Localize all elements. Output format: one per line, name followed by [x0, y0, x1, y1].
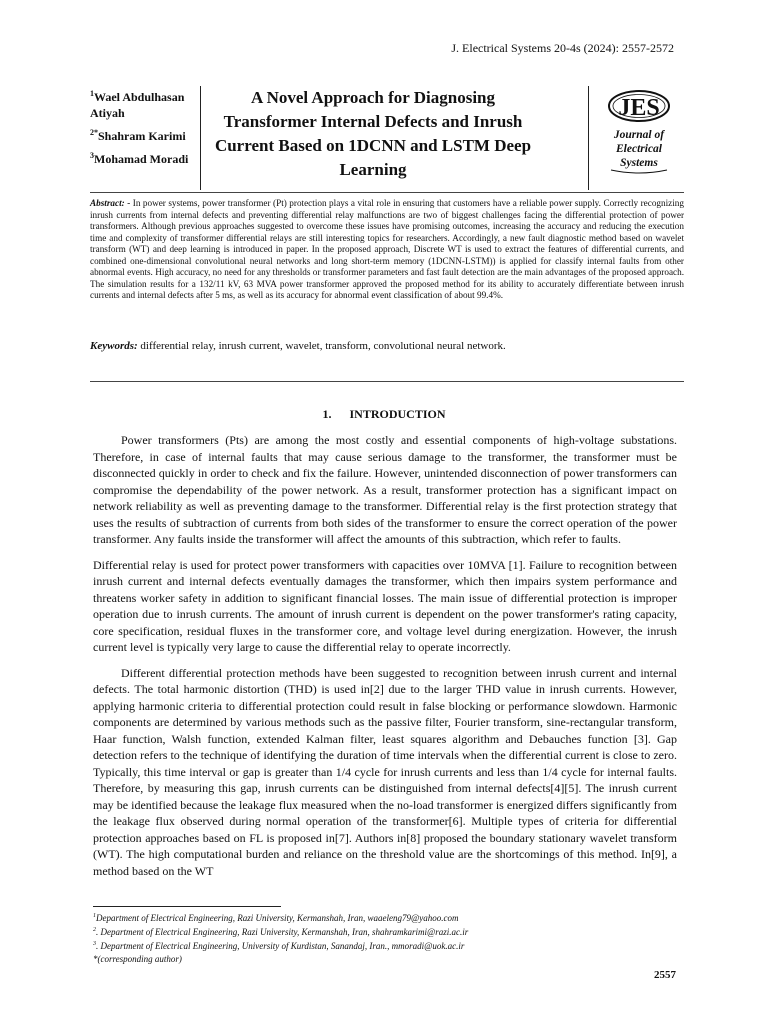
abstract-label: Abstract: -: [90, 198, 131, 208]
body-text: [93, 432, 677, 888]
abstract-divider: [90, 381, 684, 382]
paragraph-2: Differential relay is used for protect power transformers with capacities over 10MVA [1]. Failure to recognition between inrush current and internal defects eventually damages the transformer, which then impairs system performance and threatens worker safety in addition to significant financial losses. The main issue of differential protection is improper operation due to inrush currents. The amount of inrush current is dependent on the power transformer's rating capacity, core specification, residual fluxes in the transformer core, and voltage level during energization. However, the inrush current level is typically very large to cause the differential relay to operate incorrectly.: [93, 557, 677, 654]
journal-logo: [588, 86, 685, 190]
footnote-2-text: . Department of Electrical Engineering, Razi University, Kermanshah, Iran, shahramkarimi@razi.ac.ir: [96, 927, 469, 938]
author-1-name: Wael Abdulhasan Atiyah: [90, 90, 185, 120]
footnotes: [93, 910, 677, 965]
section-title: INTRODUCTION: [349, 407, 446, 421]
footnote-1: [93, 910, 677, 924]
keywords: [90, 340, 684, 352]
paper-title: A Novel Approach for Diagnosing Transformer Internal Defects and Inrush Current Based on 1DCNN and LSTM Deep Learning: [214, 88, 532, 179]
footnote-3: [93, 938, 677, 952]
author-list: [90, 86, 201, 190]
footnote-3-mark: 3: [93, 941, 96, 948]
logo-line-2: Electrical: [616, 143, 662, 155]
footnote-2: [93, 924, 677, 938]
author-2-affil: 2*: [90, 128, 98, 137]
author-1-affil: 1: [90, 89, 94, 98]
author-1: [90, 86, 200, 121]
footnote-4: [93, 953, 677, 965]
keywords-text: differential relay, inrush current, wavelet, transform, convolutional neural network.: [140, 340, 506, 352]
author-3: [90, 148, 200, 167]
footnote-3-text: . Department of Electrical Engineering, University of Kurdistan, Sanandaj, Iran., mmoradi@uok.ac.ir: [96, 941, 465, 952]
footnote-4-text: *(corresponding author): [93, 953, 182, 964]
paragraph-1: Power transformers (Pts) are among the most costly and essential components of high-voltage substations. Therefore, in case of internal faults that may cause serious damage to the transformer, the transformer must be disconnected quickly in order to check and fix the failure. However, unintended disconnection of power transformers can compromise the dependability of the power network. As a result, transformer protection has a significant impact on network reliability as well as preventing damage to the transformer. Differential relay is the first protection strategy that uses the results of subtraction of currents from both sides of the transformer to ensure the correct operation of the power transformer. Any faults inside the transformer will affect the amounts of this subtraction, which refer to faults.: [93, 433, 677, 546]
author-2-name: Shahram Karimi: [98, 129, 186, 143]
logo-line-3: Systems: [620, 157, 658, 169]
footnote-1-text: Department of Electrical Engineering, Razi University, Kermanshah, Iran, waaeleng79@yahoo.com: [96, 913, 459, 923]
paper-header: [90, 86, 684, 190]
section-heading: [0, 407, 768, 422]
header-divider: [90, 192, 684, 193]
footnote-1-mark: 1: [93, 913, 96, 919]
paragraph-3: Different differential protection methods have been suggested to recognition between inrush current and internal defects. The total harmonic distortion (THD) is used in[2] due to the larger THD value in inrush currents. However, applying harmonic criteria to differential protection could result in false blocking or performance slowdown. Harmonic components are determined by various methods such as the passive filter, Fourier transform, sine-rectangular transform, Haar function, Walsh function, extended Kalman filter, least squares algorithm and Debauches function [3]. Gap detection refers to the technique of identifying the duration of time intervals when the differential current is close to zero. Typically, this time interval or gap is greater than 1/4 cycle for inrush currents and less than 1/4 cycle for internal faults. Therefore, by measuring this gap, inrush currents can be distinguished from internal defects[4][5]. The inrush current may be identified because the leakage flux measured when the no-load transformer is energized differs significantly from the leakage flux observed during normal operation of the transformer[6]. Multiple types of criteria for differential protection approaches based on FL is proposed in[7]. Authors in[8] proposed the boundary stationary wavelet transform (WT). The high computational burden and reliance on the threshold value are the shortcomings of this method. In[9], a method based on the WT: [93, 665, 677, 878]
footnote-2-mark: 2: [93, 927, 96, 934]
page-number: 2557: [654, 969, 676, 981]
author-3-affil: 3: [90, 151, 94, 160]
journal-reference: J. Electrical Systems 20-4s (2024): 2557-2572: [451, 41, 674, 55]
logo-initials: JES: [618, 95, 660, 121]
abstract-text: In power systems, power transformer (Pt) protection plays a vital role in ensuring that customers have a reliable power supply. Correctly recognizing inrush currents from internal defects and preventing differential relay malfunctions are two of biggest challenges facing the differential protection of power transformers. Although previous approaches suggested to overcome these issues have promising outcomes, increasing the accuracy and reducing the execution time and complexity of transformer differential relays are still interesting topics for researchers. Accordingly, a new fault diagnostic method based on wavelet transform (WT) and deep learning is introduced in paper. In the proposed approach, Discrete WT is used to extract the features of differential currents, and combined one-dimensional convolutional neural networks and long short-term memory (1DCNN-LSTM)) is applied for classify internal faults from other abnormal events. High accuracy, no need for any thresholds or transformer parameters and fast fault detection are the main advantages of the proposed approach. The simulation results for a 132/11 kV, 63 MVA power transformer approved the proposed method for its ability to accurately differentiate between inrush currents and internal defects after 5 ms, as well as its accuracy for abnormal event classification of about 99.4%.: [90, 198, 684, 300]
author-3-name: Mohamad Moradi: [94, 152, 189, 166]
section-number: 1.: [322, 407, 332, 421]
author-2: [90, 125, 200, 144]
logo-line-1: Journal of: [613, 129, 665, 141]
keywords-label: Keywords:: [90, 340, 138, 352]
jes-logo-icon: [597, 86, 681, 176]
footnote-divider: [93, 906, 281, 907]
abstract: [90, 198, 684, 302]
